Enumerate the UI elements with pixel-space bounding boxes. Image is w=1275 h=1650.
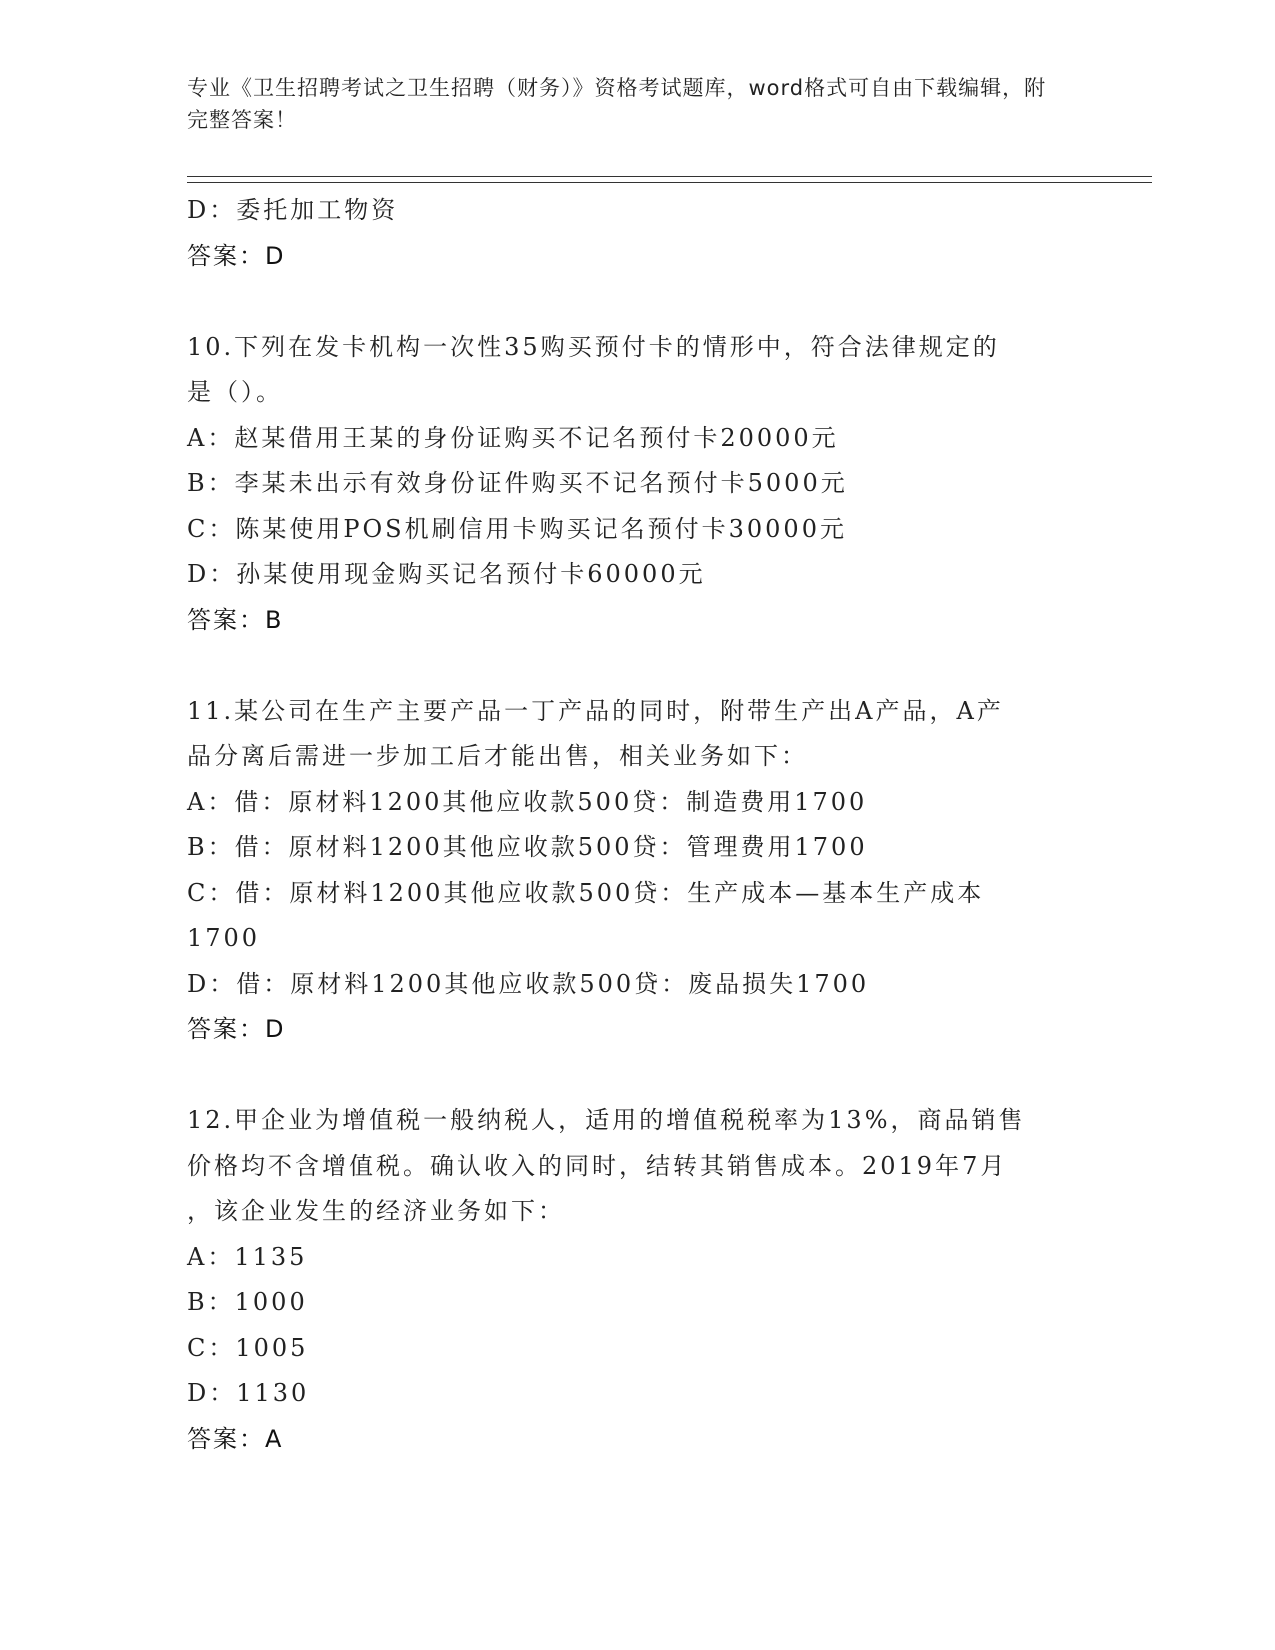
option-d: D：委托加工物资 bbox=[187, 196, 399, 224]
option-a: A：1135 bbox=[187, 1242, 308, 1271]
question-11 bbox=[187, 689, 1087, 1053]
question-stem-line: ，该企业发生的经济业务如下： bbox=[187, 1197, 565, 1225]
option-a: A：借：原材料1200其他应收款500贷：制造费用1700 bbox=[187, 787, 868, 816]
option-d: D：1130 bbox=[187, 1379, 310, 1407]
answer-line: 答案：D bbox=[187, 241, 286, 270]
option-c: C：1005 bbox=[187, 1333, 309, 1362]
answer-line: 答案：D bbox=[187, 1015, 286, 1043]
question-list bbox=[187, 188, 1087, 1462]
option-c: C：陈某使用POS机刷信用卡购买记名预付卡30000元 bbox=[187, 514, 847, 543]
option-c: C：借：原材料1200其他应收款500贷：生产成本—基本生产成本 bbox=[187, 878, 985, 907]
question-stem-line: 品分离后需进一步加工后才能出售，相关业务如下： bbox=[187, 742, 808, 770]
option-b: B：借：原材料1200其他应收款500贷：管理费用1700 bbox=[187, 833, 868, 861]
header-intro: 专业《卫生招聘考试之卫生招聘（财务）》资格考试题库，word格式可自由下载编辑，附完整答案！ bbox=[187, 76, 1047, 132]
answer-line: 答案：A bbox=[187, 1424, 284, 1453]
header-divider-bottom bbox=[187, 182, 1152, 183]
question-10 bbox=[187, 325, 1087, 644]
option-c-continued: 1700 bbox=[187, 924, 261, 952]
question-stem-line: 10.下列在发卡机构一次性35购买预付卡的情形中，符合法律规定的 bbox=[187, 332, 1000, 361]
question-stem-line: 11.某公司在生产主要产品一丁产品的同时，附带生产出A产品，A产 bbox=[187, 696, 1004, 725]
answer-line: 答案：B bbox=[187, 605, 284, 634]
question-stem-line: 12.甲企业为增值税一般纳税人，适用的增值税税率为13%，商品销售 bbox=[187, 1106, 1026, 1134]
option-a: A：赵某借用王某的身份证购买不记名预付卡20000元 bbox=[187, 423, 839, 452]
question-stem-line: 价格均不含增值税。确认收入的同时，结转其销售成本。2019年7月 bbox=[187, 1151, 1008, 1180]
question-stem-line: 是（）。 bbox=[187, 378, 283, 406]
option-d: D：借：原材料1200其他应收款500贷：废品损失1700 bbox=[187, 969, 870, 998]
spacer bbox=[187, 279, 1087, 325]
header-divider-top bbox=[187, 176, 1152, 177]
spacer bbox=[187, 643, 1087, 689]
question-12 bbox=[187, 1098, 1087, 1462]
option-b: B：李某未出示有效身份证件购买不记名预付卡5000元 bbox=[187, 469, 848, 497]
option-b: B：1000 bbox=[187, 1288, 308, 1316]
spacer bbox=[187, 1053, 1087, 1099]
document-header bbox=[187, 72, 1067, 136]
option-d: D：孙某使用现金购买记名预付卡60000元 bbox=[187, 560, 706, 588]
